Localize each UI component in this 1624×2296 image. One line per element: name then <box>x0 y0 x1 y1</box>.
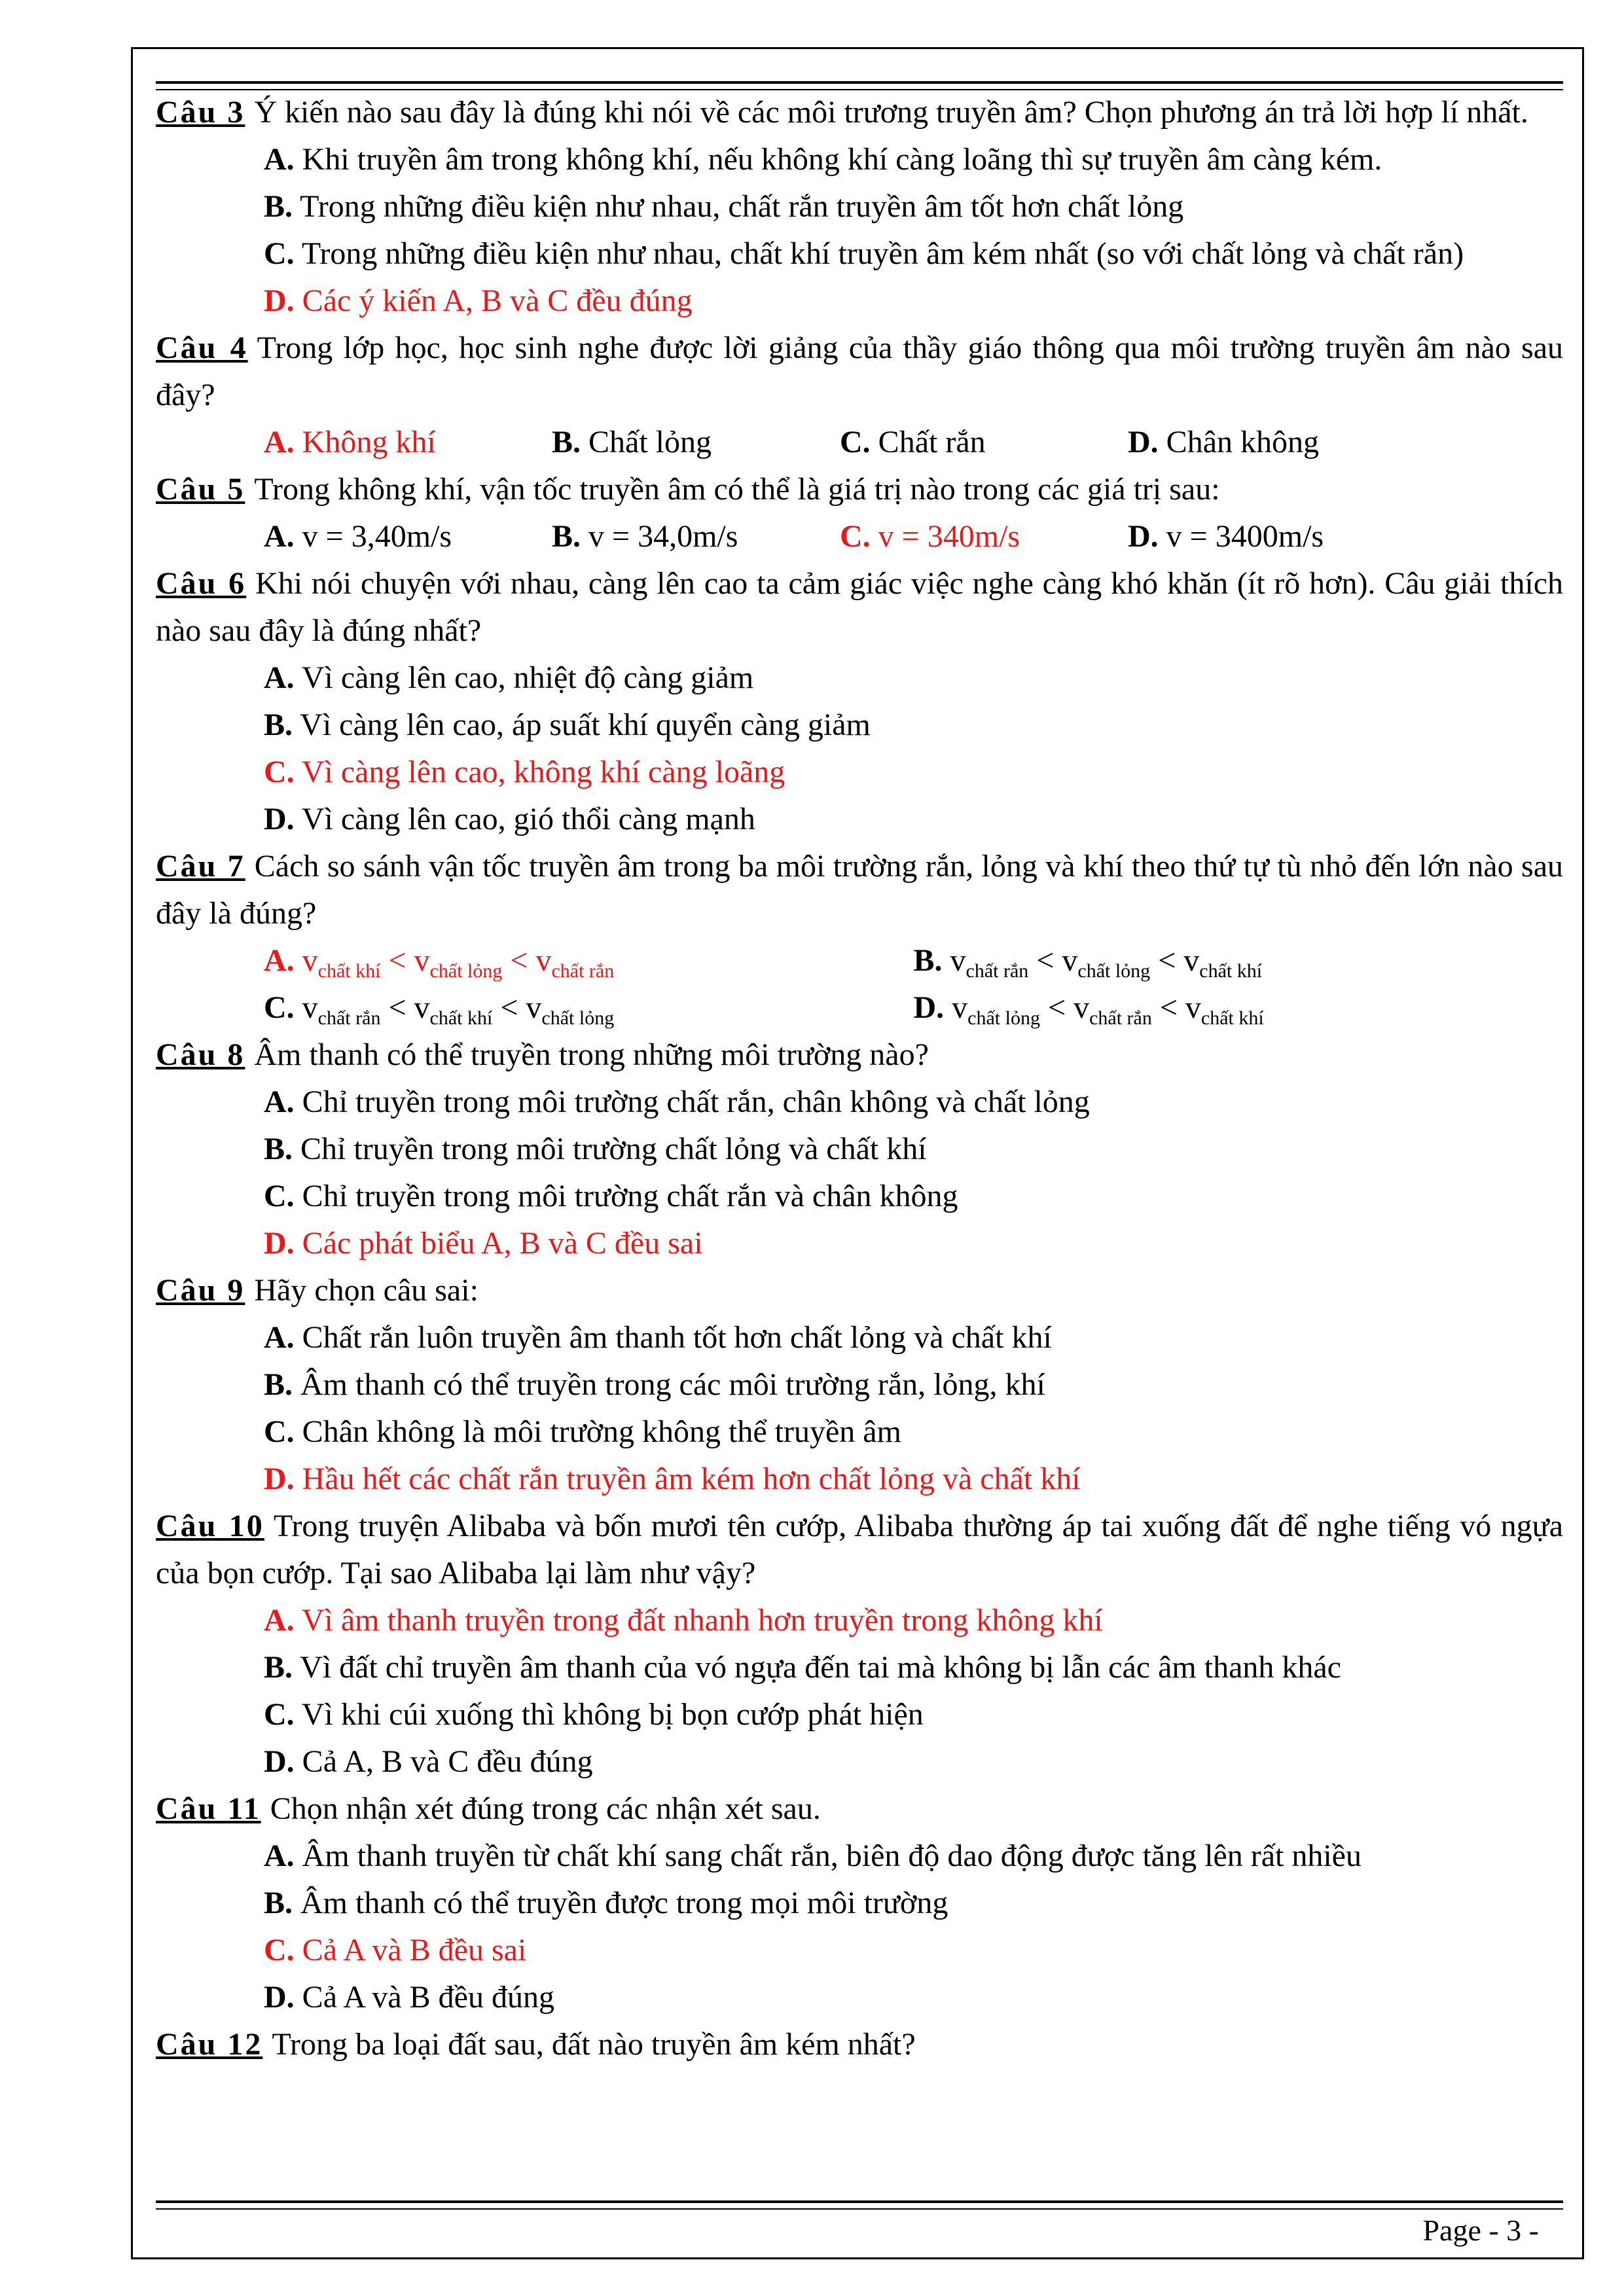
option-a: A. Vì càng lên cao, nhiệt độ càng giảm <box>264 660 754 695</box>
option-c-correct: C. v = 340m/s <box>840 519 1020 554</box>
option-a: A. Chất rắn luôn truyền âm thanh tốt hơn chất lỏng và chất khí <box>264 1320 1052 1355</box>
question-text: Cách so sánh vận tốc truyền âm trong ba môi trường rắn, lỏng và khí theo thứ tự tù nhỏ đến lớn nào sau đây là đúng? <box>156 849 1564 931</box>
option-d-correct: D. Các ý kiến A, B và C đều đúng <box>264 283 693 318</box>
question-number: Câu 6 <box>156 566 247 601</box>
options-row <box>156 984 1563 1031</box>
option-a-correct: A. $v_{chất khí} < v_{chất lỏng} < v_{chất rắn}$ <box>264 943 615 982</box>
question-4 <box>156 325 1563 419</box>
question-number: Câu 7 <box>156 849 245 884</box>
option-c-correct: C. Vì càng lên cao, không khí càng loãng <box>264 755 785 789</box>
option-b: B. Chỉ truyền trong môi trường chất lỏng và chất khí <box>264 1132 927 1166</box>
option-b: B. v = 34,0m/s <box>552 519 738 554</box>
options-row <box>156 513 1563 560</box>
option-b: B. Chất lỏng <box>552 425 712 459</box>
question-text: Trong lớp học, học sinh nghe được lời giảng của thầy giáo thông qua môi trường truyền âm nào sau đây? <box>156 331 1564 412</box>
option-a-correct: A. Vì âm thanh truyền trong đất nhanh hơn truyền trong không khí <box>264 1603 1103 1638</box>
option-a: A. Khi truyền âm trong không khí, nếu không khí càng loãng thì sự truyền âm càng kém. <box>264 142 1382 177</box>
option-a: A. Âm thanh truyền từ chất khí sang chất rắn, biên độ dao động được tăng lên rất nhiều <box>264 1839 1362 1873</box>
question-number: Câu 9 <box>156 1273 245 1308</box>
question-12 <box>156 2021 1563 2068</box>
option-c: C. Chỉ truyền trong môi trường chất rắn và chân không <box>264 1179 958 1213</box>
option-d: D. Vì càng lên cao, gió thổi càng mạnh <box>264 802 755 836</box>
options-row <box>156 937 1563 984</box>
question-text: Chọn nhận xét đúng trong các nhận xét sau. <box>270 1791 821 1826</box>
question-number: Câu 11 <box>156 1791 261 1826</box>
option-b: B. Âm thanh có thể truyền trong các môi trường rắn, lỏng, khí <box>264 1367 1045 1402</box>
question-text: Ý kiến nào sau đây là đúng khi nói về các môi trương truyền âm? Chọn phương án trả lời hợp lí nhất. <box>254 95 1528 130</box>
option-b: B. Vì càng lên cao, áp suất khí quyển càng giảm <box>264 708 871 742</box>
question-7 <box>156 843 1563 937</box>
question-6 <box>156 560 1563 655</box>
option-d: D. Chân không <box>1128 425 1319 459</box>
question-8 <box>156 1031 1563 1079</box>
option-d: D. Cả A, B và C đều đúng <box>264 1744 593 1779</box>
option-a: A. v = 3,40m/s <box>264 519 452 554</box>
option-c-correct: C. Cả A và B đều sai <box>264 1933 527 1967</box>
option-c: C. Vì khi cúi xuống thì không bị bọn cướp phát hiện <box>264 1697 924 1732</box>
question-text: Trong truyện Alibaba và bốn mươi tên cướp, Alibaba thường áp tai xuống đất để nghe tiếng vó ngựa của bọn cướp. Tại sao Alibaba lại làm như vậy? <box>156 1509 1563 1590</box>
question-number: Câu 4 <box>156 331 248 365</box>
option-b: B. $v_{chất rắn} < v_{chất lỏng} < v_{chất khí}$ <box>913 943 1263 982</box>
question-text: Hãy chọn câu sai: <box>254 1273 478 1308</box>
options-row <box>156 419 1563 466</box>
option-a-correct: A. Không khí <box>264 425 436 459</box>
question-9 <box>156 1267 1563 1314</box>
option-d: D. $v_{chất lỏng} < v_{chất rắn} < v_{chất khí}$ <box>913 990 1264 1029</box>
question-number: Câu 8 <box>156 1037 245 1072</box>
option-b: B. Âm thanh có thể truyền được trong mọi môi trường <box>264 1886 948 1920</box>
option-c: C. $v_{chất rắn} < v_{chất khí} < v_{chất lỏng}$ <box>264 990 615 1029</box>
bottom-double-rule <box>156 2200 1563 2210</box>
option-b: B. Vì đất chỉ truyền âm thanh của vó ngựa đến tai mà không bị lẫn các âm thanh khác <box>264 1650 1341 1685</box>
question-10 <box>156 1503 1563 1597</box>
question-text: Khi nói chuyện với nhau, càng lên cao ta cảm giác việc nghe càng khó khăn (ít rõ hơn). Câu giải thích nào sau đây là đúng nhất? <box>156 566 1563 648</box>
option-d-correct: D. Các phát biểu A, B và C đều sai <box>264 1226 703 1261</box>
option-c: C. Trong những điều kiện như nhau, chất khí truyền âm kém nhất (so với chất lỏng và chất rắn) <box>264 236 1464 271</box>
question-5 <box>156 466 1563 513</box>
question-3 <box>156 89 1563 136</box>
question-list <box>156 89 1563 2068</box>
option-b: B. Trong những điều kiện như nhau, chất rắn truyền âm tốt hơn chất lỏng <box>264 189 1184 224</box>
option-d-correct: D. Hầu hết các chất rắn truyền âm kém hơn chất lỏng và chất khí <box>264 1462 1081 1496</box>
question-number: Câu 3 <box>156 95 245 130</box>
option-c: C. Chất rắn <box>840 425 986 459</box>
question-11 <box>156 1785 1563 1833</box>
option-d: D. Cả A và B đều đúng <box>264 1980 554 2015</box>
option-c: C. Chân không là môi trường không thể truyền âm <box>264 1414 901 1449</box>
question-number: Câu 5 <box>156 472 245 507</box>
question-text: Âm thanh có thể truyền trong những môi trường nào? <box>254 1037 929 1072</box>
option-d: D. v = 3400m/s <box>1128 519 1324 554</box>
question-text: Trong không khí, vận tốc truyền âm có thể là giá trị nào trong các giá trị sau: <box>254 472 1220 507</box>
question-number: Câu 12 <box>156 2027 263 2062</box>
question-text: Trong ba loại đất sau, đất nào truyền âm kém nhất? <box>272 2027 916 2062</box>
option-a: A. Chỉ truyền trong môi trường chất rắn, chân không và chất lỏng <box>264 1085 1090 1119</box>
question-number: Câu 10 <box>156 1509 264 1543</box>
page-number: Page - 3 - <box>1422 2214 1539 2247</box>
